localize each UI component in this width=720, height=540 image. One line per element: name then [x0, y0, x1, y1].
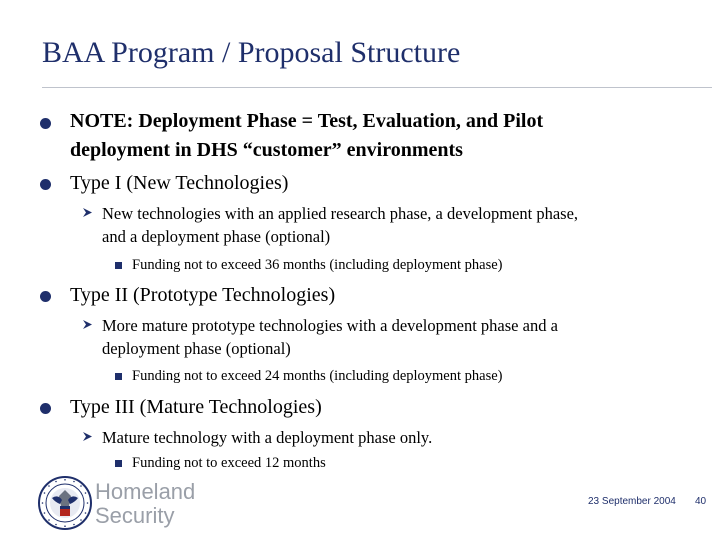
- type2-description-line-1: More mature prototype technologies with a development phase and a: [102, 316, 558, 335]
- type3-funding: Funding not to exceed 12 months: [132, 455, 326, 471]
- type2-funding: Funding not to exceed 24 months (including deployment phase): [132, 368, 503, 384]
- type1-description-line-2: and a deployment phase (optional): [102, 227, 331, 246]
- type3-bullet: Type III (Mature Technologies): [70, 396, 322, 418]
- brand-line-1: Homeland: [95, 479, 196, 504]
- type2-bullet: Type II (Prototype Technologies): [70, 284, 336, 306]
- diamond-bullet-icon: [82, 431, 92, 441]
- type1-bullet: Type I (New Technologies): [70, 172, 289, 194]
- page-number: 40: [695, 496, 707, 507]
- brand-line-2: Security: [95, 503, 175, 528]
- diamond-bullet-icon: [82, 319, 92, 329]
- bullet-dot-icon: [40, 179, 51, 190]
- note-line-1: NOTE: Deployment Phase = Test, Evaluation, and Pilot: [70, 110, 544, 132]
- type2-description: [102, 314, 702, 360]
- homeland-security-logo: [95, 480, 195, 528]
- note-bullet: [70, 107, 680, 165]
- dhs-seal-icon: [38, 476, 92, 530]
- note-line-2: deployment in DHS “customer” environments: [70, 139, 463, 161]
- bullet-dot-icon: [40, 291, 51, 302]
- bullet-dot-icon: [40, 403, 51, 414]
- square-bullet-icon: [115, 373, 122, 380]
- type3-description: Mature technology with a deployment phase only.: [102, 428, 433, 447]
- square-bullet-icon: [115, 460, 122, 467]
- type1-description-line-1: New technologies with an applied research phase, a development phase,: [102, 204, 579, 223]
- type1-funding: Funding not to exceed 36 months (including deployment phase): [132, 257, 503, 273]
- bullet-dot-icon: [40, 118, 51, 129]
- diamond-bullet-icon: [82, 207, 92, 217]
- type2-description-line-2: deployment phase (optional): [102, 339, 291, 358]
- type1-description: [102, 202, 702, 248]
- square-bullet-icon: [115, 262, 122, 269]
- slide-title: BAA Program / Proposal Structure: [42, 36, 461, 69]
- footer-date: 23 September 2004: [588, 496, 676, 507]
